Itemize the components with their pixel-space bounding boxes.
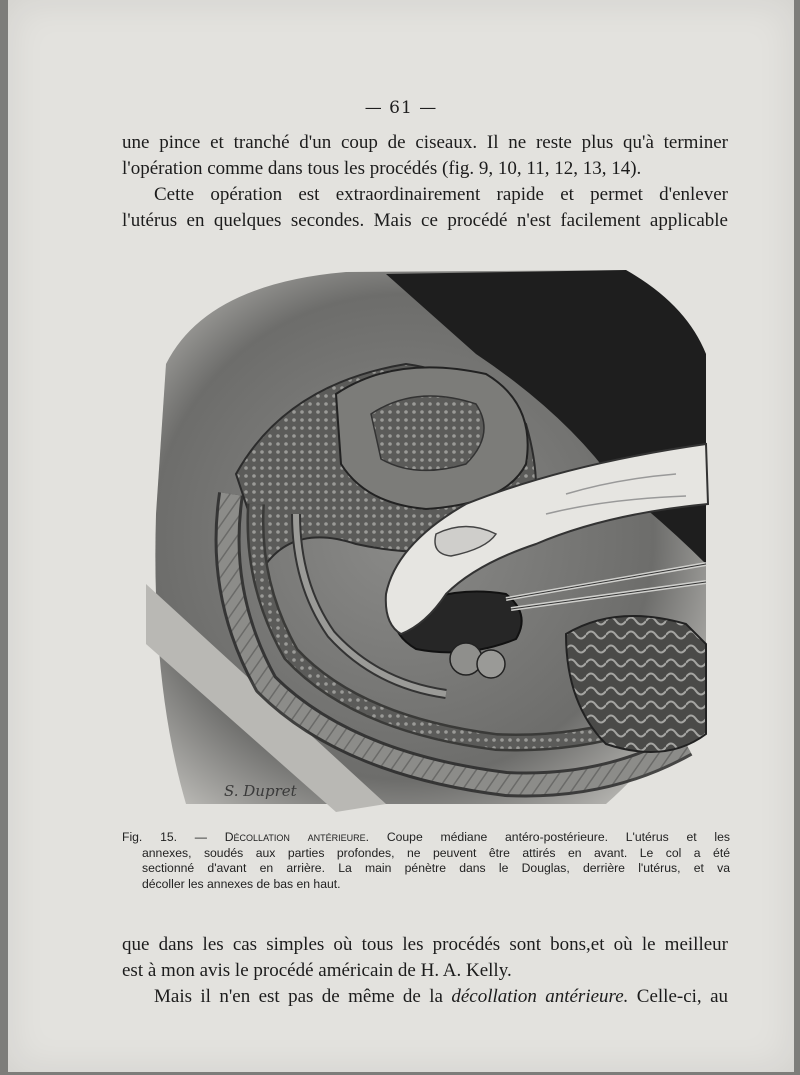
text-line: que dans les cas simples où tous les procédés sont bons,et où le meilleur: [122, 934, 728, 955]
caption-label: Fig. 15. —: [122, 830, 207, 844]
text-line: une pince et tranché d'un coup de ciseaux. Il ne reste plus qu'à terminer: [122, 132, 728, 153]
artist-signature: S. Dupret: [224, 782, 297, 800]
figure-caption: [122, 830, 730, 892]
caption-text: décoller les annexes de bas en haut.: [142, 876, 341, 891]
illustration-drawing: [146, 264, 712, 812]
text-line: l'utérus en quelques secondes. Mais ce procédé n'est facilement applicable: [122, 210, 728, 231]
bottom-text-block: [122, 932, 728, 1010]
caption-text: sectionné d'avant en arrière. La main pénètre dans le Douglas, derrière l'utérus, et va: [142, 861, 730, 875]
text-line: est à mon avis le procédé américain de H. A. Kelly.: [122, 960, 512, 981]
page-number: — 61 —: [364, 98, 438, 118]
text-fragment: Celle-ci, au: [636, 986, 729, 1007]
top-text-block: [122, 130, 728, 234]
text-line: [122, 984, 728, 1010]
caption-text: Coupe médiane antéro-postérieure. L'utérus et les: [386, 830, 731, 844]
caption-title: Décollation antérieure.: [224, 830, 370, 844]
book-page: [8, 0, 794, 1072]
anatomical-illustration: [146, 264, 712, 812]
text-fragment: Mais il n'en est pas de même de la: [154, 986, 443, 1007]
text-line: Cette opération est extraordinairement rapide et permet d'enlever: [154, 184, 728, 205]
caption-text: annexes, soudés aux parties profondes, ne peuvent être attirés en avant. Le col a été: [142, 845, 730, 860]
emphasized-term: décollation antérieure.: [451, 986, 629, 1007]
text-line: l'opération comme dans tous les procédés (fig. 9, 10, 11, 12, 13, 14).: [122, 158, 642, 179]
